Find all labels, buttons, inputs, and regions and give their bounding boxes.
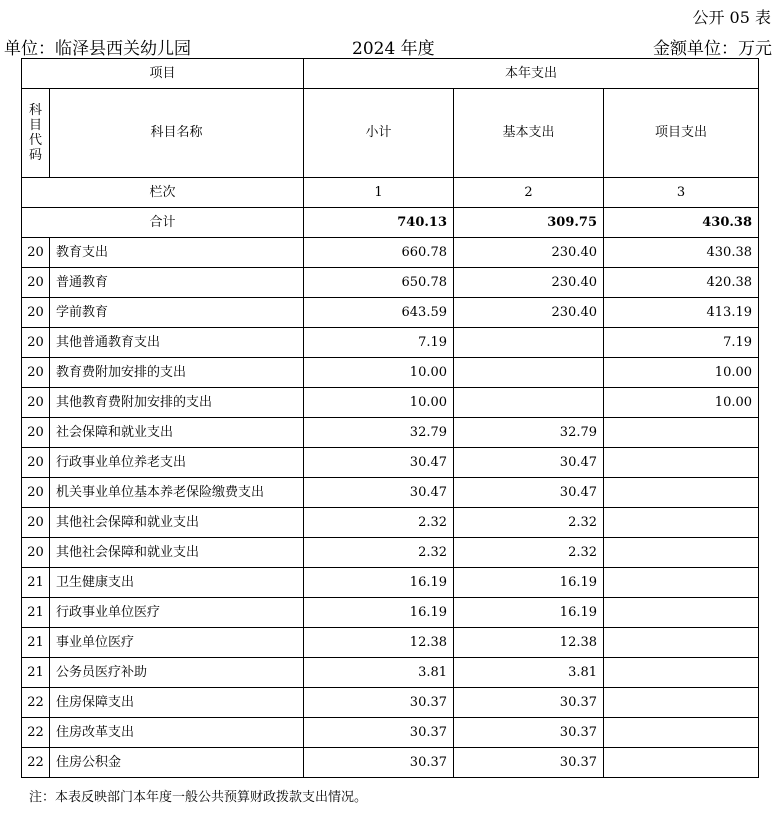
header-code-char: 代 xyxy=(28,133,42,148)
row-project xyxy=(604,688,759,718)
row-code: 21 xyxy=(22,568,50,598)
row-subtotal: 2.32 xyxy=(304,508,454,538)
header-subtotal: 小计 xyxy=(304,89,454,178)
row-basic: 3.81 xyxy=(454,658,604,688)
total-project: 430.38 xyxy=(604,208,759,238)
row-subtotal: 32.79 xyxy=(304,418,454,448)
index-3: 3 xyxy=(604,178,759,208)
row-project xyxy=(604,418,759,448)
row-name: 卫生健康支出 xyxy=(50,568,304,598)
row-code: 21 xyxy=(22,658,50,688)
table-row xyxy=(22,448,759,478)
table-row xyxy=(22,538,759,568)
row-project xyxy=(604,478,759,508)
table-row xyxy=(22,418,759,448)
table-row xyxy=(22,328,759,358)
header-row-1 xyxy=(22,59,759,89)
row-name: 普通教育 xyxy=(50,268,304,298)
row-name: 学前教育 xyxy=(50,298,304,328)
table-row xyxy=(22,748,759,778)
row-subtotal: 16.19 xyxy=(304,568,454,598)
money-unit-label: 金额单位：万元 xyxy=(653,39,772,59)
header-basic: 基本支出 xyxy=(454,89,604,178)
row-name: 教育支出 xyxy=(50,238,304,268)
row-name: 行政事业单位养老支出 xyxy=(50,448,304,478)
table-row xyxy=(22,388,759,418)
row-project: 413.19 xyxy=(604,298,759,328)
total-row xyxy=(22,208,759,238)
header-project: 项目 xyxy=(22,59,304,89)
header-code-char: 目 xyxy=(28,118,42,133)
row-project xyxy=(604,628,759,658)
table-row xyxy=(22,298,759,328)
table-row xyxy=(22,478,759,508)
table-row xyxy=(22,688,759,718)
row-code: 22 xyxy=(22,718,50,748)
row-basic: 16.19 xyxy=(454,568,604,598)
row-name: 住房改革支出 xyxy=(50,718,304,748)
table-row xyxy=(22,508,759,538)
row-subtotal: 10.00 xyxy=(304,358,454,388)
row-name: 社会保障和就业支出 xyxy=(50,418,304,448)
row-name: 机关事业单位基本养老保险缴费支出 xyxy=(50,478,304,508)
row-name: 其他教育费附加安排的支出 xyxy=(50,388,304,418)
row-subtotal: 643.59 xyxy=(304,298,454,328)
table-row xyxy=(22,238,759,268)
header-name: 科目名称 xyxy=(50,89,304,178)
row-basic: 230.40 xyxy=(454,298,604,328)
row-subtotal: 12.38 xyxy=(304,628,454,658)
row-subtotal: 10.00 xyxy=(304,388,454,418)
row-subtotal: 30.37 xyxy=(304,748,454,778)
row-subtotal: 660.78 xyxy=(304,238,454,268)
header-project-exp: 项目支出 xyxy=(604,89,759,178)
total-subtotal: 740.13 xyxy=(304,208,454,238)
row-basic: 230.40 xyxy=(454,238,604,268)
header-current-year: 本年支出 xyxy=(304,59,759,89)
table-row xyxy=(22,358,759,388)
row-basic: 30.37 xyxy=(454,748,604,778)
row-code: 20 xyxy=(22,388,50,418)
row-project: 430.38 xyxy=(604,238,759,268)
row-subtotal: 650.78 xyxy=(304,268,454,298)
row-code: 20 xyxy=(22,238,50,268)
row-subtotal: 3.81 xyxy=(304,658,454,688)
row-name: 其他普通教育支出 xyxy=(50,328,304,358)
row-basic: 230.40 xyxy=(454,268,604,298)
table-row xyxy=(22,598,759,628)
row-name: 行政事业单位医疗 xyxy=(50,598,304,628)
index-row xyxy=(22,178,759,208)
row-code: 22 xyxy=(22,748,50,778)
table-row xyxy=(22,718,759,748)
row-basic: 12.38 xyxy=(454,628,604,658)
row-project xyxy=(604,538,759,568)
row-code: 20 xyxy=(22,448,50,478)
row-name: 住房公积金 xyxy=(50,748,304,778)
row-basic: 2.32 xyxy=(454,538,604,568)
row-code: 21 xyxy=(22,628,50,658)
row-project xyxy=(604,448,759,478)
index-1: 1 xyxy=(304,178,454,208)
row-basic: 30.37 xyxy=(454,718,604,748)
header-row-2 xyxy=(22,89,759,178)
row-project xyxy=(604,718,759,748)
row-name: 住房保障支出 xyxy=(50,688,304,718)
unit-label: 单位：临泽县西关幼儿园 xyxy=(4,39,191,59)
table-row xyxy=(22,628,759,658)
row-code: 20 xyxy=(22,508,50,538)
row-subtotal: 30.47 xyxy=(304,478,454,508)
footnote: 注：本表反映部门本年度一般公共预算财政拨款支出情况。 xyxy=(29,790,368,805)
row-basic: 16.19 xyxy=(454,598,604,628)
row-project xyxy=(604,568,759,598)
row-code: 20 xyxy=(22,538,50,568)
row-name: 公务员医疗补助 xyxy=(50,658,304,688)
row-code: 20 xyxy=(22,268,50,298)
row-code: 21 xyxy=(22,598,50,628)
row-project xyxy=(604,598,759,628)
expenditure-table xyxy=(21,58,759,778)
header-code xyxy=(22,89,50,178)
report-header xyxy=(4,34,772,59)
row-basic: 30.37 xyxy=(454,688,604,718)
row-code: 20 xyxy=(22,328,50,358)
header-code-char: 科 xyxy=(28,103,42,118)
row-basic: 30.47 xyxy=(454,478,604,508)
row-project: 10.00 xyxy=(604,388,759,418)
row-project: 420.38 xyxy=(604,268,759,298)
row-project xyxy=(604,658,759,688)
row-subtotal: 2.32 xyxy=(304,538,454,568)
row-code: 22 xyxy=(22,688,50,718)
table-body xyxy=(22,238,759,778)
table-row xyxy=(22,568,759,598)
row-subtotal: 30.37 xyxy=(304,718,454,748)
index-2: 2 xyxy=(454,178,604,208)
row-basic: 30.47 xyxy=(454,448,604,478)
index-label: 栏次 xyxy=(22,178,304,208)
row-basic xyxy=(454,388,604,418)
row-name: 教育费附加安排的支出 xyxy=(50,358,304,388)
row-code: 20 xyxy=(22,478,50,508)
form-code: 公开 05 表 xyxy=(692,8,771,27)
row-name: 其他社会保障和就业支出 xyxy=(50,508,304,538)
row-basic xyxy=(454,328,604,358)
row-subtotal: 30.37 xyxy=(304,688,454,718)
total-basic: 309.75 xyxy=(454,208,604,238)
row-basic xyxy=(454,358,604,388)
row-project: 10.00 xyxy=(604,358,759,388)
row-project xyxy=(604,748,759,778)
row-project: 7.19 xyxy=(604,328,759,358)
table-row xyxy=(22,268,759,298)
header-code-char: 码 xyxy=(28,148,42,163)
total-label: 合计 xyxy=(22,208,304,238)
row-subtotal: 30.47 xyxy=(304,448,454,478)
row-code: 20 xyxy=(22,298,50,328)
row-name: 事业单位医疗 xyxy=(50,628,304,658)
row-project xyxy=(604,508,759,538)
row-subtotal: 16.19 xyxy=(304,598,454,628)
table-row xyxy=(22,658,759,688)
row-subtotal: 7.19 xyxy=(304,328,454,358)
row-basic: 2.32 xyxy=(454,508,604,538)
row-code: 20 xyxy=(22,418,50,448)
row-name: 其他社会保障和就业支出 xyxy=(50,538,304,568)
year-label: 2024 年度 xyxy=(352,39,435,59)
row-basic: 32.79 xyxy=(454,418,604,448)
row-code: 20 xyxy=(22,358,50,388)
